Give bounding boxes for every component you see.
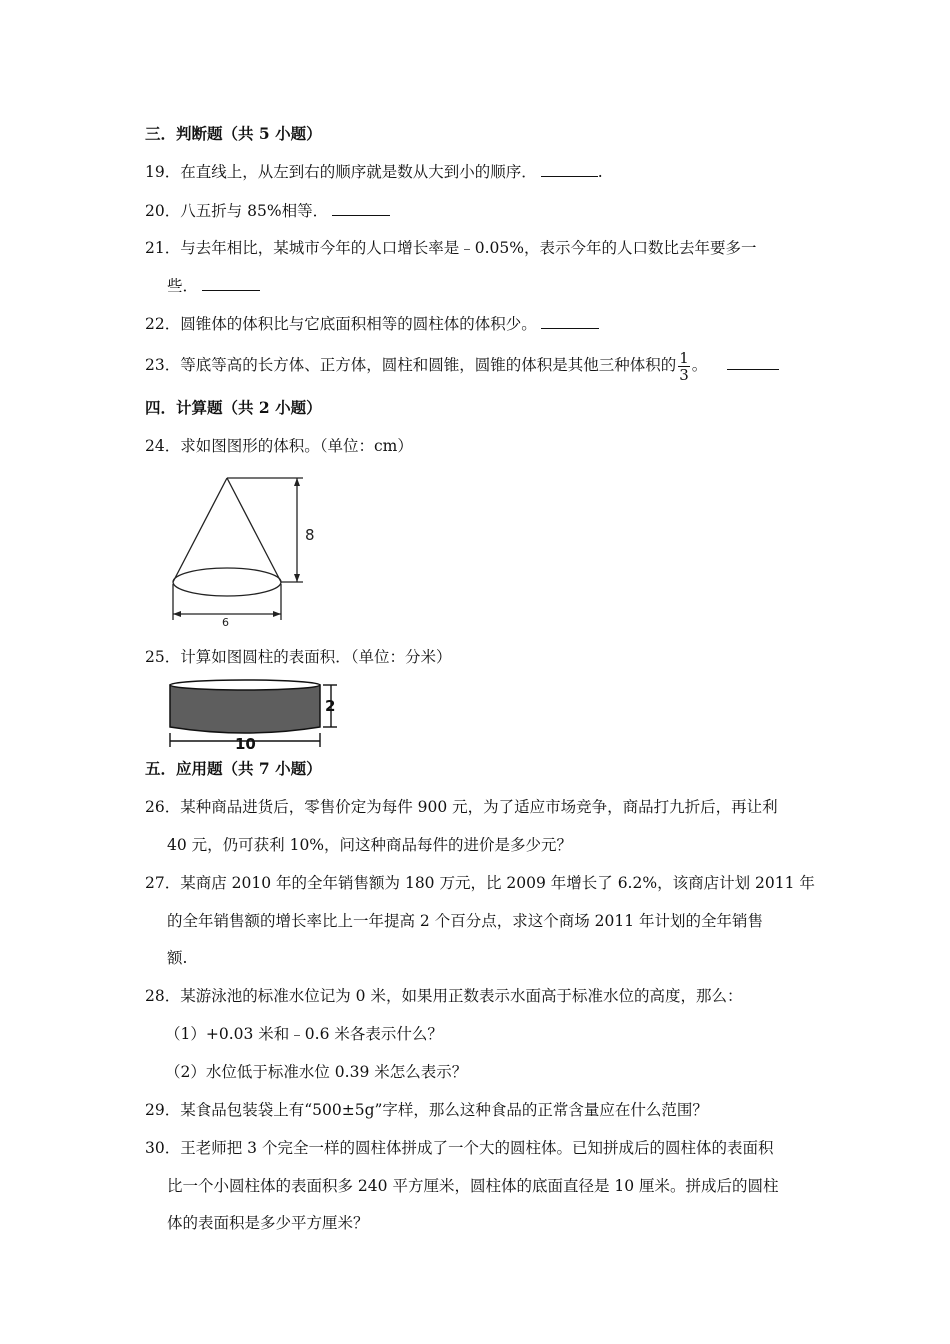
answer-blank-20[interactable] [332, 201, 390, 216]
answer-blank-23[interactable] [727, 355, 779, 370]
question-21-text-end: 些． [167, 277, 199, 295]
fraction-denominator: 3 [679, 365, 689, 384]
arrow-up [294, 478, 300, 486]
cylinder-figure [165, 675, 345, 750]
answer-blank-21[interactable] [202, 276, 260, 291]
question-25: 25．计算如图圆柱的表面积．（单位：分米） [145, 648, 452, 666]
question-26-line-1: 26．某种商品进货后，零售价定为每件 900 元，为了适应市场竞争，商品打九折后，再让利 [145, 798, 778, 816]
arrow-left [173, 611, 181, 617]
question-19 [145, 162, 603, 182]
question-27-line-3: 额. [167, 949, 188, 967]
fraction-numerator: 1 [679, 348, 689, 367]
cylinder-length-label: 10 [235, 735, 256, 750]
question-24: 24．求如图图形的体积。（单位：cm） [145, 437, 413, 455]
question-27-line-1: 27．某商店 2010 年的全年销售额为 180 万元，比 2009 年增长了 6.2%，该商店计划 2011 年 [145, 874, 815, 892]
question-30-line-2: 比一个小圆柱体的表面积多 240 平方厘米，圆柱体的底面直径是 10 厘米。拼成后的圆柱 [167, 1177, 779, 1195]
question-23-text: 23．等底等高的长方体、正方体，圆柱和圆锥，圆锥的体积是其他三种体积的 [145, 356, 677, 374]
question-20 [145, 201, 390, 221]
arrow-down [294, 574, 300, 582]
question-27-line-2: 的全年销售额的增长率比上一年提高 2 个百分点，求这个商场 2011 年计划的全年销售 [167, 912, 764, 930]
cylinder-side [170, 685, 320, 733]
question-21-line-2 [167, 276, 260, 296]
cone-height-label: 8 [305, 526, 315, 544]
question-23 [145, 346, 779, 384]
answer-blank-19[interactable] [541, 162, 598, 177]
cone-base-ellipse [173, 568, 281, 596]
cone-left-edge [173, 478, 227, 582]
section-heading-calculation: 四．计算题（共 2 小题） [145, 398, 322, 417]
cone-diameter-label: 6 [222, 616, 229, 628]
question-22 [145, 314, 599, 334]
question-30-line-3: 体的表面积是多少平方厘米？ [167, 1214, 369, 1232]
section-heading-application: 五．应用题（共 7 小题） [145, 759, 322, 778]
question-20-text: 20．八五折与 85%相等． [145, 202, 329, 220]
answer-blank-22[interactable] [541, 314, 599, 329]
question-29: 29．某食品包装袋上有“500±5g”字样，那么这种食品的正常含量应在什么范围？ [145, 1101, 708, 1119]
cylinder-top-ellipse [170, 680, 320, 690]
question-30-line-1: 30．王老师把 3 个完全一样的圆柱体拼成了一个大的圆柱体。已知拼成后的圆柱体的表面积 [145, 1139, 774, 1157]
question-23-end: 。 [691, 356, 708, 374]
question-22-text: 22．圆锥体的体积比与它底面积相等的圆柱体的体积少。 [145, 315, 537, 333]
question-26-line-2: 40 元，仍可获利 10%，问这种商品每件的进价是多少元？ [167, 836, 573, 854]
question-19-text: 19．在直线上，从左到右的顺序就是数从大到小的顺序． [145, 163, 537, 181]
cylinder-height-label: 2 [325, 697, 336, 715]
cone-right-edge [227, 478, 281, 582]
cone-figure [165, 473, 325, 628]
question-28-sub-2: （2）水位低于标准水位 0.39 米怎么表示？ [165, 1063, 468, 1081]
question-28-line-1: 28．某游泳池的标准水位记为 0 米，如果用正数表示水面高于标准水位的高度，那么： [145, 987, 743, 1005]
question-19-end: . [597, 163, 603, 181]
fraction-one-third [678, 350, 690, 383]
section-heading-judgement: 三．判断题（共 5 小题） [145, 124, 322, 143]
arrow-right [273, 611, 281, 617]
question-28-sub-1: （1）+0.03 米和﹣0.6 米各表示什么？ [165, 1025, 443, 1043]
question-21-line-1: 21．与去年相比，某城市今年的人口增长率是﹣0.05%，表示今年的人口数比去年要多一 [145, 239, 757, 257]
